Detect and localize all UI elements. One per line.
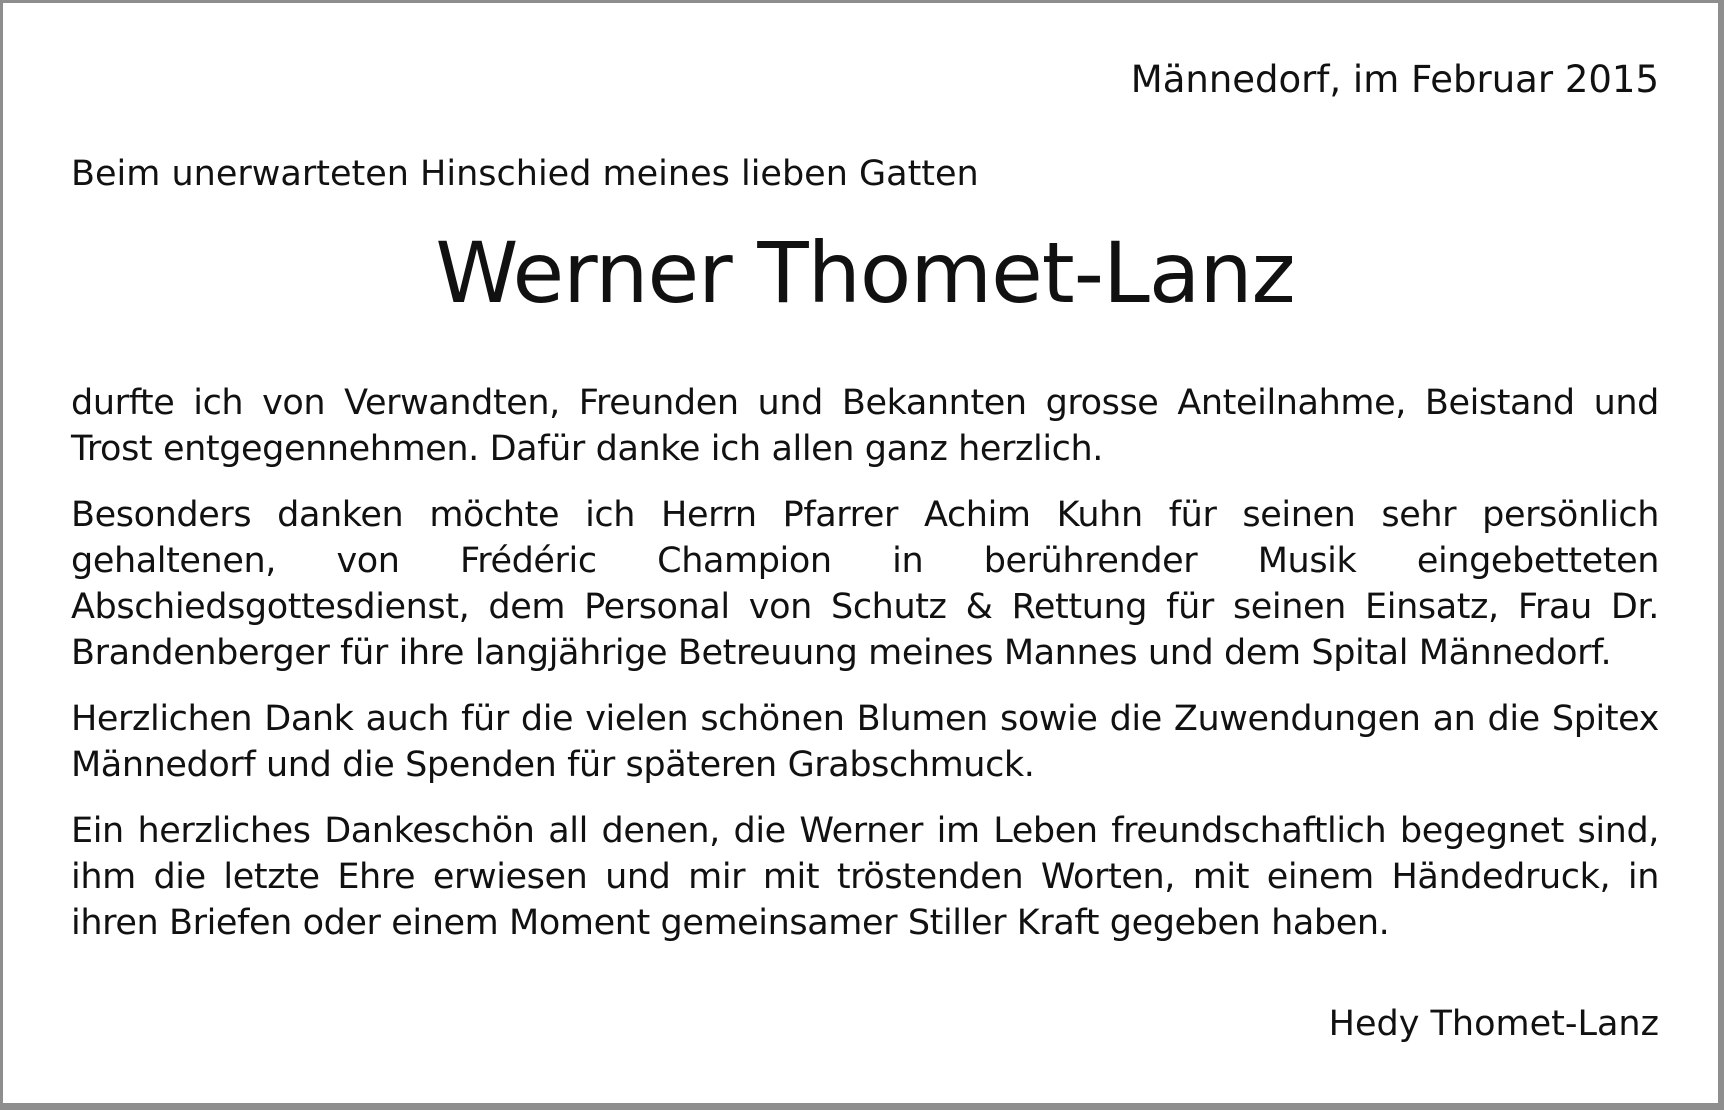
body-paragraph: Ein herzliches Dankeschön all denen, die Werner im Leben freundschaftlich begegnet sind, ihm die letzte Ehre erwiesen und mir mit tröstenden Worten, mit einem Händedruck, in ihren Briefen oder einem Moment gemeinsamer Stiller Kraft gegeben haben. [71, 811, 1659, 943]
body-paragraph: Besonders danken möchte ich Herrn Pfarrer Achim Kuhn für seinen sehr persönlich gehaltenen, von Frédéric Champion in berührender Musik eingebetteten Abschiedsgottesdienst, dem Personal von Schutz & Rettung für seinen Einsatz, Frau Dr. Brandenberger für ihre langjährige Betreuung meines Mannes und dem Spital Männedorf. [71, 495, 1659, 673]
body-paragraph: Herzlichen Dank auch für die vielen schönen Blumen sowie die Zuwendungen an die Spitex Männedorf und die Spenden für späteren Grabschmuck. [71, 699, 1659, 785]
deceased-name: Werner Thomet-Lanz [435, 224, 1295, 322]
dateline: Männedorf, im Februar 2015 [1130, 58, 1659, 101]
signature: Hedy Thomet-Lanz [1328, 1004, 1659, 1044]
notice-body [71, 380, 1659, 966]
body-paragraph: durfte ich von Verwandten, Freunden und Bekannten grosse Anteilnahme, Beistand und Trost entgegennehmen. Dafür danke ich allen ganz herzlich. [71, 383, 1659, 469]
intro-line: Beim unerwarteten Hinschied meines lieben Gatten [71, 154, 979, 194]
